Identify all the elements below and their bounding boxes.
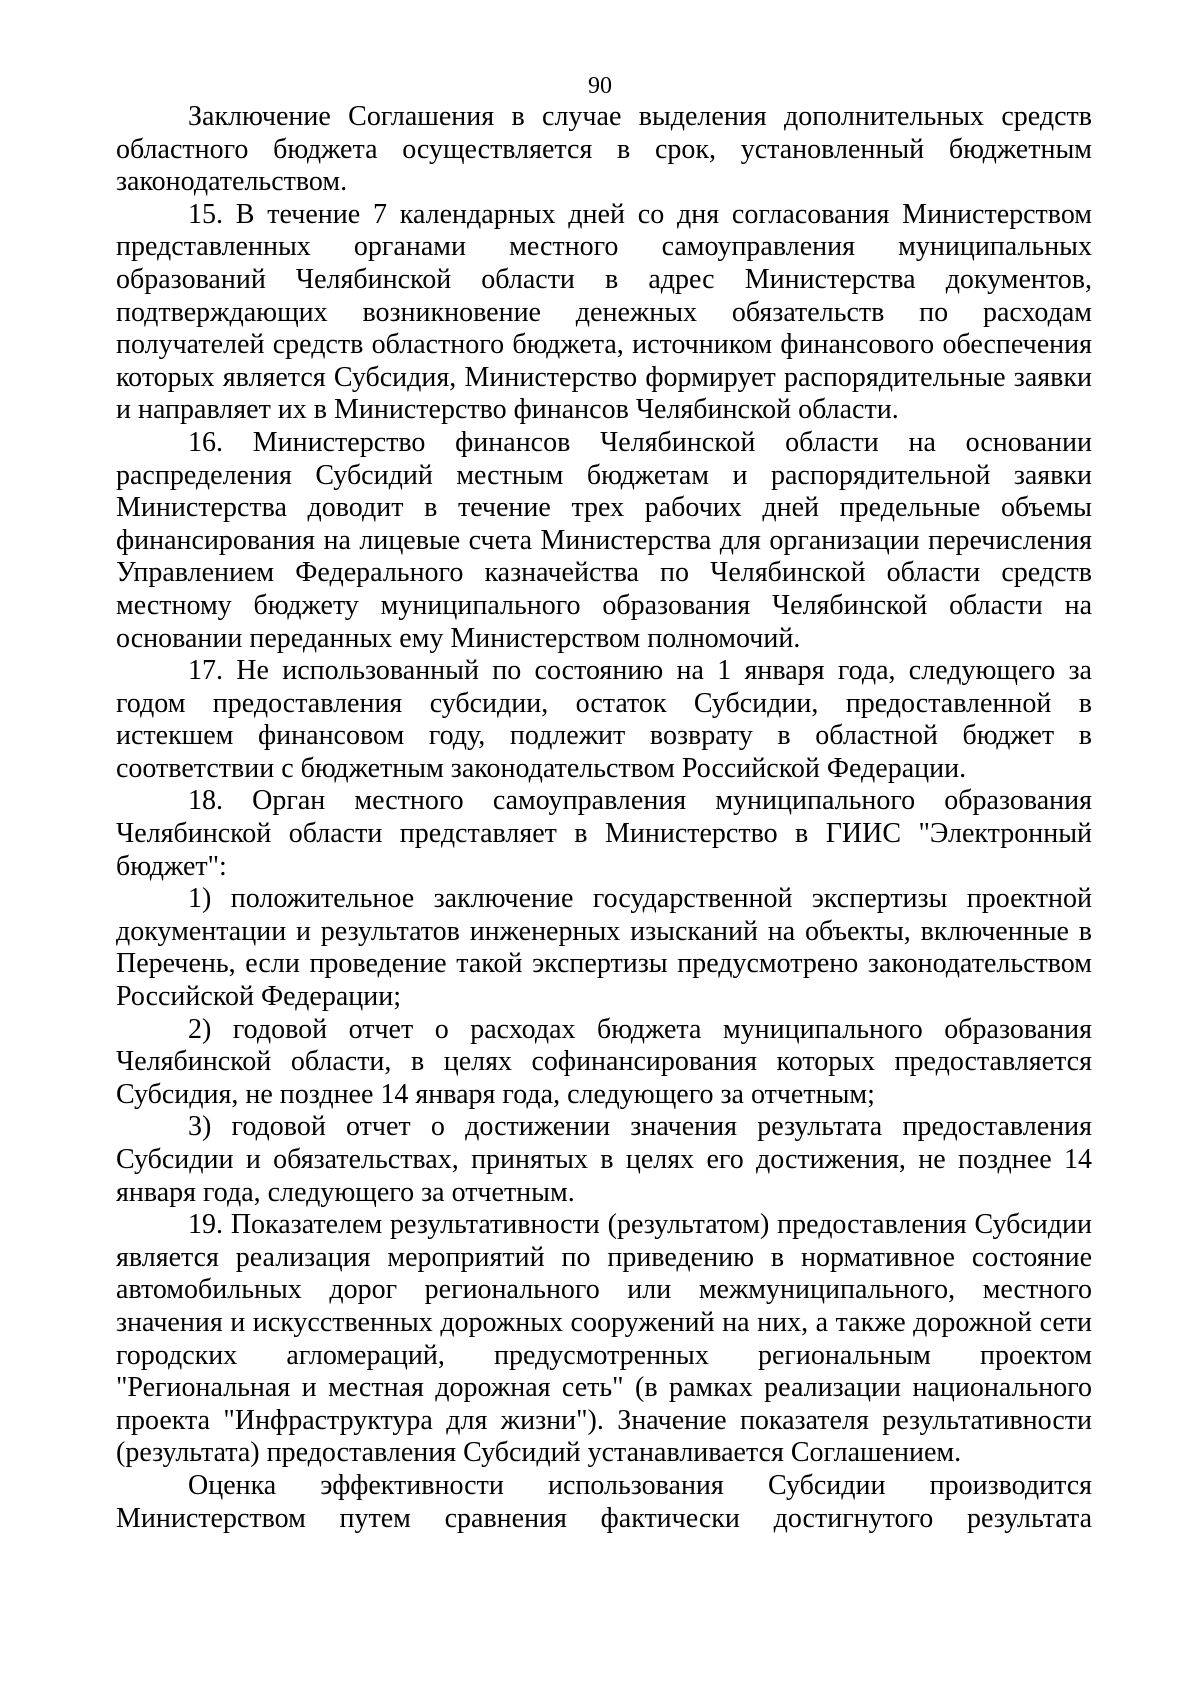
document-body (116, 101, 1092, 1535)
paragraph-subitem-3: 3) годовой отчет о достижении значения результата предоставления Субсидии и обязательствах, принятых в целях его достижения, не позднее 14 января года, следующего за отчетным. (116, 1111, 1092, 1208)
paragraph-agreement-conclusion: Заключение Соглашения в случае выделения дополнительных средств областного бюджета осуществляется в срок, установленный бюджетным законодательством. (116, 101, 1092, 198)
paragraph-item-19: 19. Показателем результативности (результатом) предоставления Субсидии является реализация мероприятий по приведению в нормативное состояние автомобильных дорог регионального или межмуниципального, местного значения и искусственных дорожных сооружений на них, а также дорожной сети городских агломераций, предусмотренных региональным проектом "Региональная и местная дорожная сеть" (в рамках реализации национального проекта "Инфраструктура для жизни"). Значение показателя результативности (результата) предоставления Субсидий устанавливается Соглашением. (116, 1209, 1092, 1469)
paragraph-item-18: 18. Орган местного самоуправления муниципального образования Челябинской области представляет в Министерство в ГИИС "Электронный бюджет": (116, 785, 1092, 882)
paragraph-subitem-1: 1) положительное заключение государственной экспертизы проектной документации и результатов инженерных изысканий на объекты, включенные в Перечень, если проведение такой экспертизы предусмотрено законодательством Российской Федерации; (116, 883, 1092, 1013)
page-number: 90 (588, 73, 612, 99)
paragraph-item-15: 15. В течение 7 календарных дней со дня согласования Министерством представленных органами местного самоуправления муниципальных образований Челябинской области в адрес Министерства документов, подтверждающих возникновение денежных обязательств по расходам получателей средств областного бюджета, источником финансового обеспечения которых является Субсидия, Министерство формирует распорядительные заявки и направляет их в Министерство финансов Челябинской области. (116, 198, 1092, 426)
paragraph-item-17: 17. Не использованный по состоянию на 1 января года, следующего за годом предоставления субсидии, остаток Субсидии, предоставленной в истекшем финансовом году, подлежит возврату в областной бюджет в соответствии с бюджетным законодательством Российской Федерации. (116, 655, 1092, 784)
paragraph-item-16: 16. Министерство финансов Челябинской области на основании распределения Субсидий местным бюджетам и распорядительной заявки Министерства доводит в течение трех рабочих дней предельные объемы финансирования на лицевые счета Министерства для организации перечисления Управлением Федерального казначейства по Челябинской области средств местному бюджету муниципального образования Челябинской области на основании переданных ему Министерством полномочий. (116, 426, 1092, 654)
paragraph-subitem-2: 2) годовой отчет о расходах бюджета муниципального образования Челябинской области, в целях софинансирования которых предоставляется Субсидия, не позднее 14 января года, следующего за отчетным; (116, 1013, 1092, 1110)
paragraph-efficiency-assessment: Оценка эффективности использования Субсидии производится Министерством путем сравнения фактически достигнутого результата (116, 1469, 1092, 1534)
